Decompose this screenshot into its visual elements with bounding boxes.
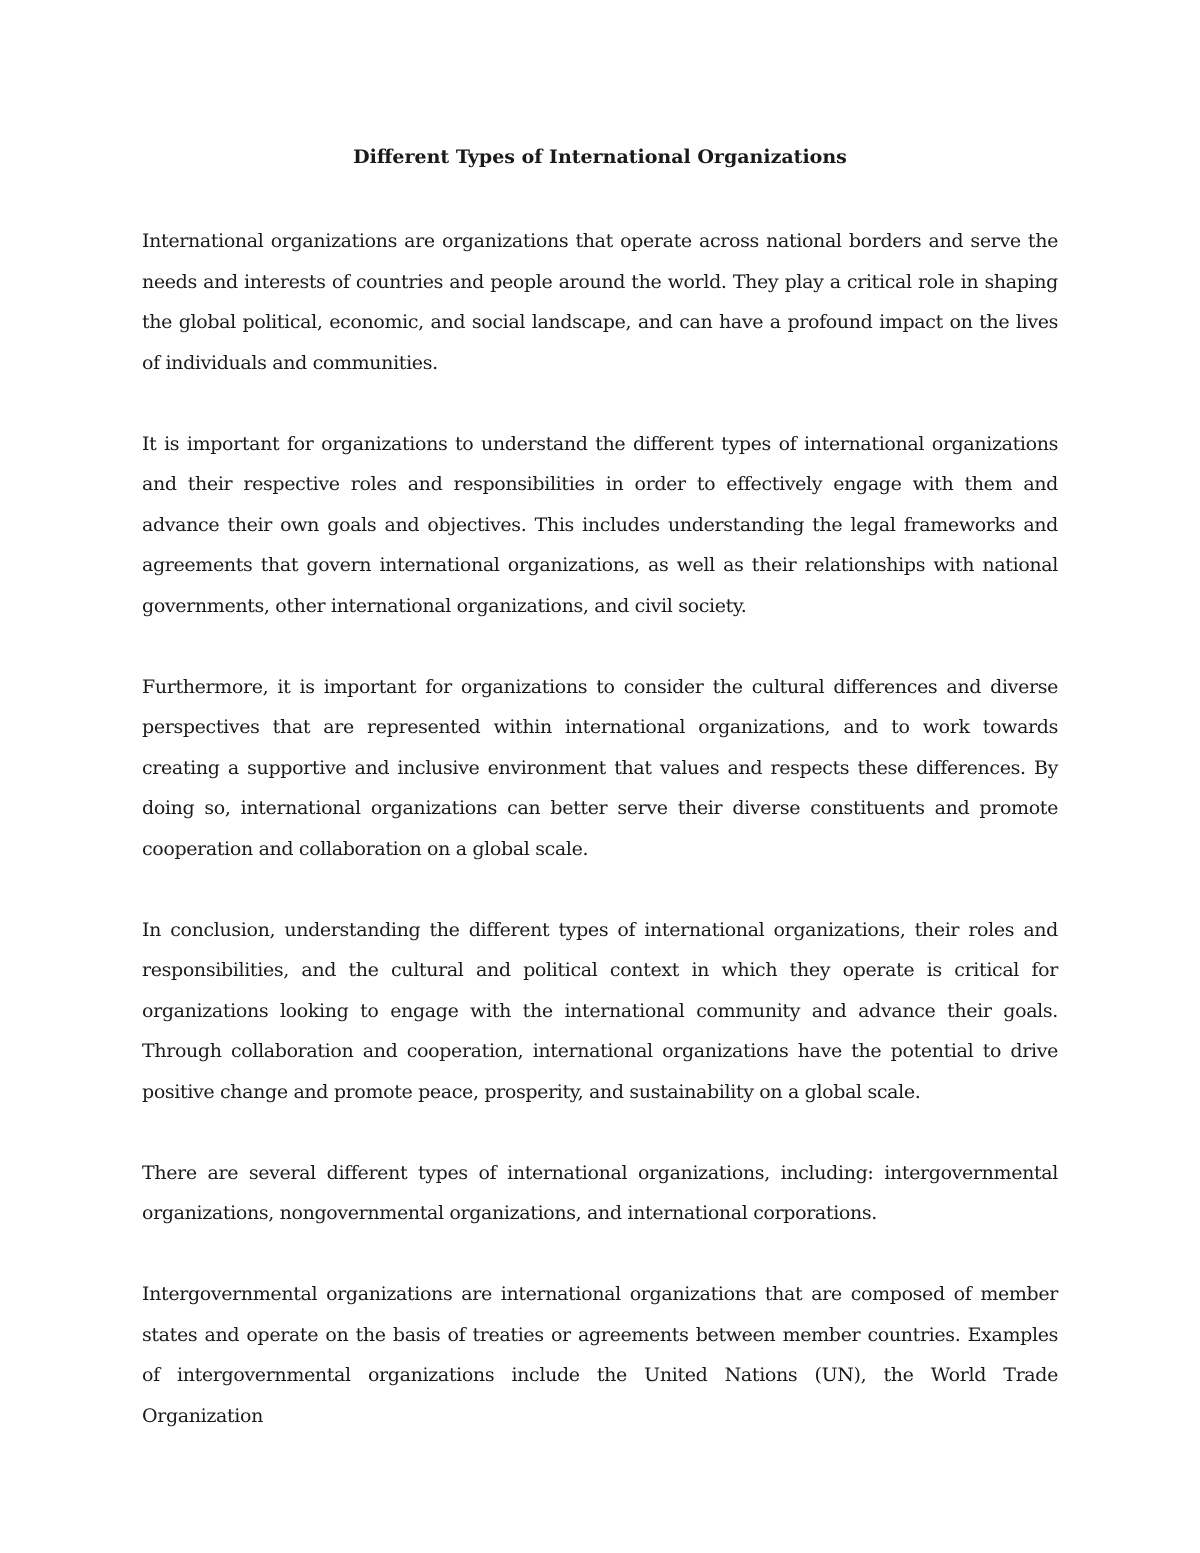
paragraph-6: Intergovernmental organizations are international organizations that are composed of member states and operate on the basis of treaties or agreements between member countries. Examples of intergovernmental organizations include the United Nations (UN), the World Trade Organization: [142, 1283, 1058, 1427]
paragraph-2: It is important for organizations to understand the different types of international organizations and their respective roles and responsibilities in order to effectively engage with them and advance their own goals and objectives. This includes understanding the legal frameworks and agreements that govern international organizations, as well as their relationships with national governments, other international organizations, and civil society.: [142, 432, 1058, 617]
paragraph-3: Furthermore, it is important for organizations to consider the cultural differences and diverse perspectives that are represented within international organizations, and to work towards creating a supportive and inclusive environment that values and respects these differences. By doing so, international organizations can better serve their diverse constituents and promote cooperation and collaboration on a global scale.: [142, 675, 1058, 860]
paragraph-1: International organizations are organizations that operate across national borders and serve the needs and interests of countries and people around the world. They play a critical role in shaping the global political, economic, and social landscape, and can have a profound impact on the lives of individuals and communities.: [142, 230, 1058, 374]
document-body: [142, 221, 1058, 1436]
paragraph-5: There are several different types of international organizations, including: intergovernmental organizations, nongovernmental organizations, and international corporations.: [142, 1161, 1058, 1224]
paragraph-4: In conclusion, understanding the different types of international organizations, their roles and responsibilities, and the cultural and political context in which they operate is critical for organizations looking to engage with the international community and advance their goals. Through collaboration and cooperation, international organizations have the potential to drive positive change and promote peace, prosperity, and sustainability on a global scale.: [142, 918, 1058, 1103]
document-title: Different Types of International Organizations: [353, 146, 847, 168]
